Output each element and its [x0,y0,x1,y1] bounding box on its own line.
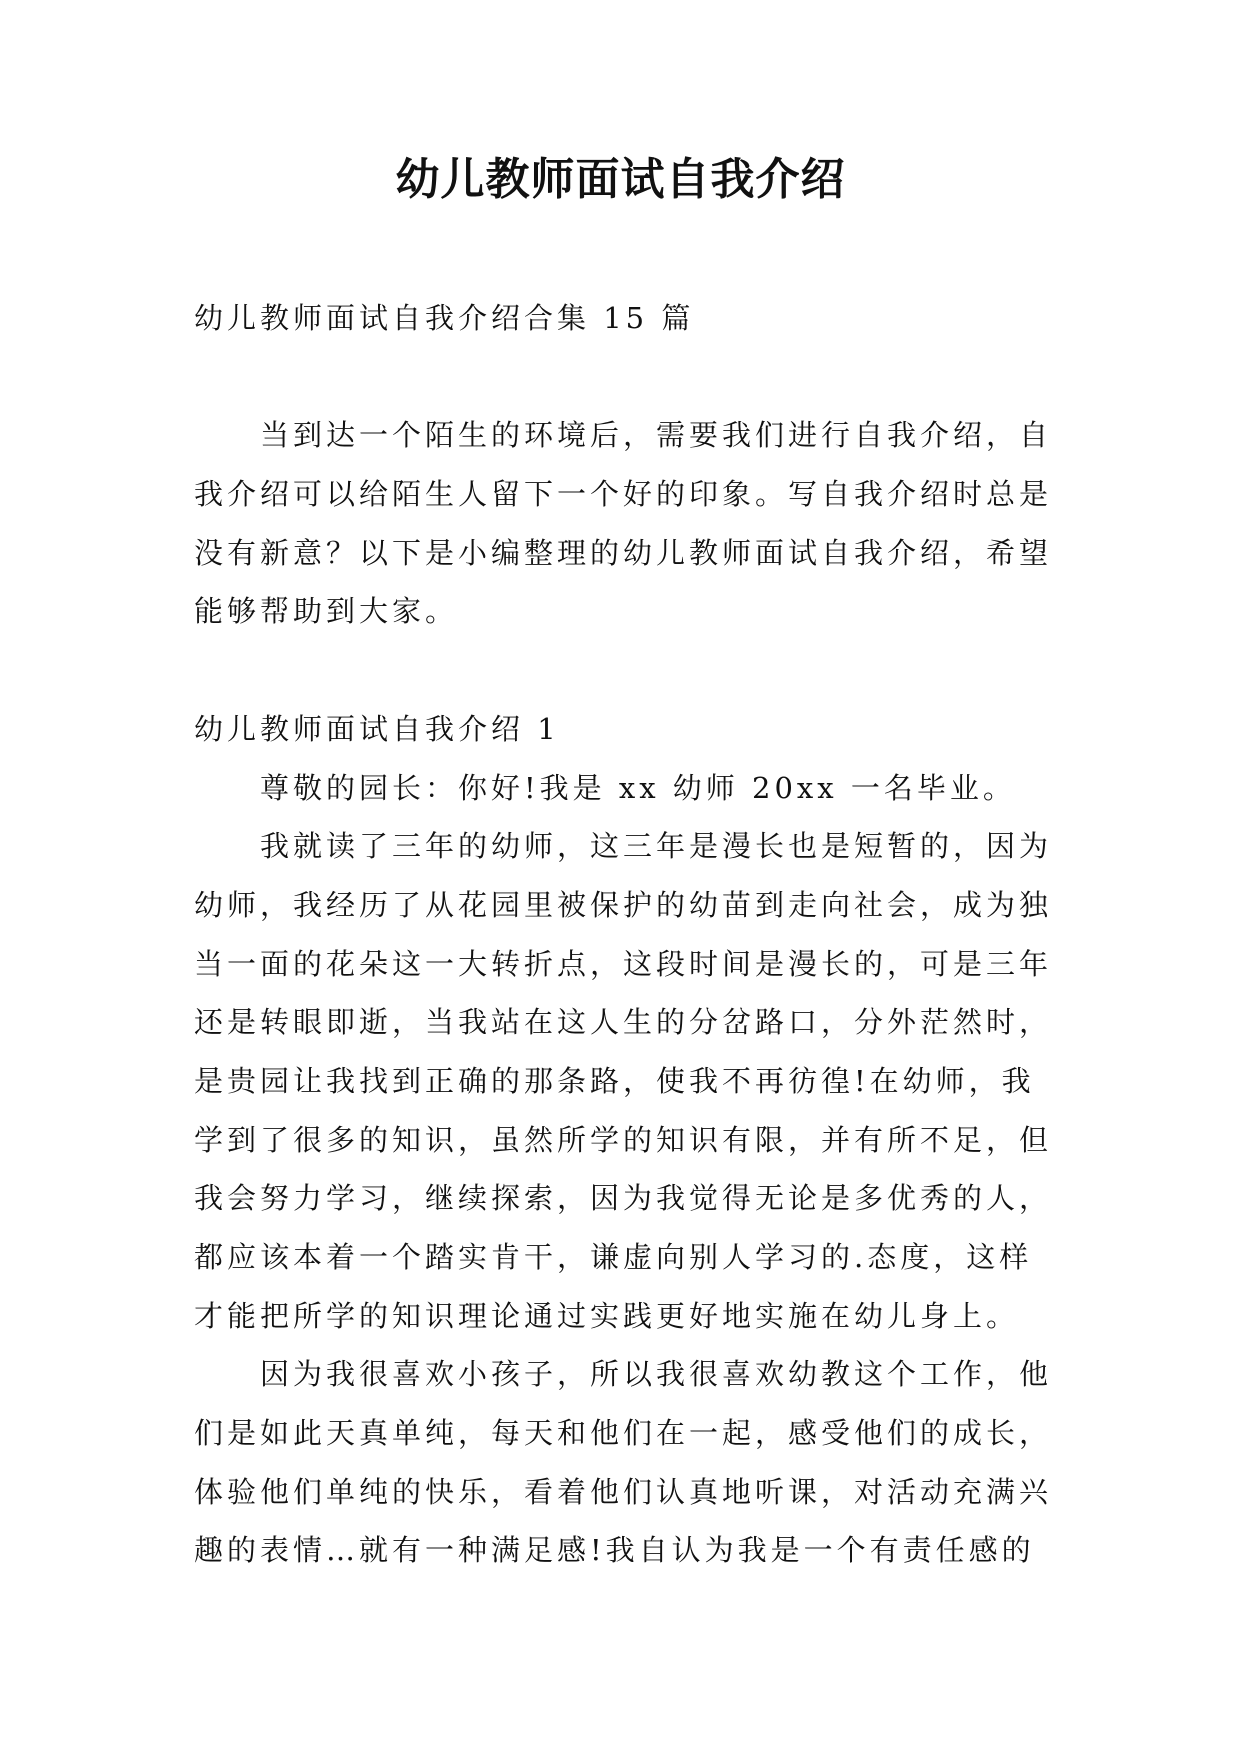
paragraph-line: 还是转眼即逝，当我站在这人生的分岔路口，分外茫然时， [194,1005,1053,1040]
paragraph-line: 学到了很多的知识，虽然所学的知识有限，并有所不足，但 [194,1122,1053,1157]
paragraph-line: 幼师，我经历了从花园里被保护的幼苗到走向社会，成为独 [194,887,1053,922]
paragraph-line: 没有新意？以下是小编整理的幼儿教师面试自我介绍，希望 [194,535,1053,570]
section-heading: 幼儿教师面试自我介绍 1 [194,711,560,746]
paragraph-line: 是贵园让我找到正确的那条路，使我不再彷徨!在幼师，我 [194,1063,1035,1098]
document-body [194,289,1124,1580]
paragraph-line: 才能把所学的知识理论通过实践更好地实施在幼儿身上。 [194,1298,1020,1333]
paragraph-line: 能够帮助到大家。 [194,594,459,629]
paragraph-line: 体验他们单纯的快乐，看着他们认真地听课，对活动充满兴 [194,1474,1053,1509]
paragraph-line: 趣的表情…就有一种满足感!我自认为我是一个有责任感的 [194,1533,1035,1568]
paragraph-line: 我介绍可以给陌生人留下一个好的印象。写自我介绍时总是 [194,477,1053,512]
intro-paragraph [194,406,1124,641]
document-subtitle: 幼儿教师面试自我介绍合集 15 篇 [194,301,695,335]
paragraph-line: 我会努力学习，继续探索，因为我觉得无论是多优秀的人， [194,1181,1053,1216]
motivation-paragraph [194,1345,1124,1580]
paragraph-line: 当一面的花朵这一大转折点，这段时间是漫长的，可是三年 [194,946,1053,981]
paragraph-line: 我就读了三年的幼师，这三年是漫长也是短暂的，因为 [260,829,1053,864]
greeting-paragraph [194,759,1124,818]
section-1 [194,700,1124,1580]
paragraph-line: 们是如此天真单纯，每天和他们在一起，感受他们的成长， [194,1416,1053,1451]
paragraph-line: 因为我很喜欢小孩子，所以我很喜欢幼教这个工作，他 [260,1357,1053,1392]
study-paragraph [194,817,1124,1345]
paragraph-line: 当到达一个陌生的环境后，需要我们进行自我介绍，自 [260,418,1053,453]
paragraph-line: 尊敬的园长：你好!我是 xx 幼师 20xx 一名毕业。 [260,770,1016,805]
page-title: 幼儿教师面试自我介绍 [395,154,846,205]
paragraph-line: 都应该本着一个踏实肯干，谦虚向别人学习的.态度，这样 [194,1240,1033,1274]
